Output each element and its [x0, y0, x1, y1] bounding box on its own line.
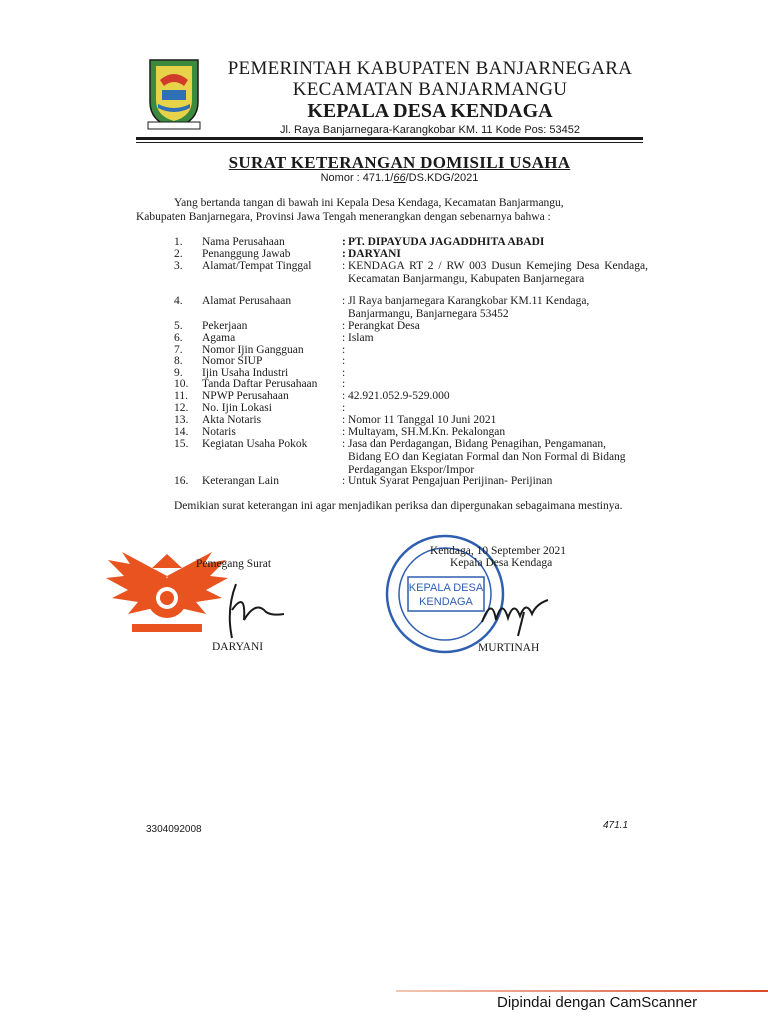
letterhead-address: Jl. Raya Banjarnegara-Karangkobar KM. 11 Kode Pos: 53452: [279, 124, 581, 136]
row-label: Kegiatan Usaha Pokok: [202, 438, 308, 450]
row-number: 2.: [174, 248, 183, 260]
row-number: 14.: [174, 426, 189, 438]
row-label: Alamat Perusahaan: [202, 295, 292, 307]
row-value: PT. DIPAYUDA JAGADDHITA ABADI: [348, 236, 545, 248]
row-label: Ijin Usaha Industri: [202, 367, 289, 379]
place-date: Kendaga, 10 September 2021: [430, 545, 567, 557]
row-number: 10.: [174, 378, 189, 390]
row-label: Notaris: [202, 426, 236, 438]
row-number: 13.: [174, 414, 189, 426]
letterhead-village-head: KEPALA DESA KENDAGA: [307, 100, 553, 122]
scanner-divider: [396, 990, 768, 992]
row-label: Tanda Daftar Perusahaan: [202, 378, 318, 390]
row-number: 4.: [174, 295, 183, 307]
document-title: SURAT KETERANGAN DOMISILI USAHA: [228, 153, 571, 172]
row-label: Alamat/Tempat Tinggal: [202, 260, 312, 272]
row-value: Islam: [348, 332, 374, 344]
row-number: 3.: [174, 260, 183, 272]
scanner-watermark: Dipindai dengan CamScanner: [497, 994, 698, 1011]
row-number: 11.: [174, 390, 188, 402]
row-colon: :: [342, 344, 346, 356]
row-colon: :: [342, 390, 346, 402]
footer-code-left: 3304092008: [146, 824, 202, 835]
row-colon: :: [342, 332, 346, 344]
row-label: Nomor SIUP: [202, 355, 263, 367]
row-colon: :: [342, 402, 346, 414]
row-number: 1.: [174, 236, 183, 248]
letterhead-rule-thin: [136, 142, 643, 143]
row-colon: :: [342, 414, 346, 426]
row-number: 7.: [174, 344, 183, 356]
row-value: Perangkat Desa: [348, 320, 420, 332]
row-number: 15.: [174, 438, 189, 450]
letterhead: [210, 58, 650, 138]
row-value: Jl Raya banjarnegara Karangkobar KM.11 Kendaga, Banjarmangu, Banjarnegara 53452: [348, 295, 590, 320]
row-value: 42.921.052.9-529.000: [348, 390, 450, 402]
row-number: 6.: [174, 332, 183, 344]
document-number-suffix: /DS.KDG/2021: [405, 172, 479, 184]
row-value: DARYANI: [348, 248, 401, 260]
row-colon: :: [342, 367, 346, 379]
official-name: MURTINAH: [478, 642, 540, 654]
document-number-handwritten: 66: [393, 172, 406, 184]
row-number: 5.: [174, 320, 183, 332]
row-number: 8.: [174, 355, 183, 367]
row-number: 12.: [174, 402, 189, 414]
row-label: Akta Notaris: [202, 414, 262, 426]
row-label: Keterangan Lain: [202, 475, 279, 487]
official-title: Kepala Desa Kendaga: [450, 557, 553, 569]
official-signature-icon: [478, 592, 552, 640]
row-value: Untuk Syarat Pengajuan Perijinan- Perijinan: [348, 475, 553, 487]
closing-paragraph: Demikian surat keterangan ini agar menjadikan periksa dan dipergunakan sebagaimana mestinya.: [174, 500, 623, 512]
row-label: No. Ijin Lokasi: [202, 402, 272, 414]
row-number: 9.: [174, 367, 183, 379]
row-number: 16.: [174, 475, 189, 487]
row-label: Penanggung Jawab: [202, 248, 291, 260]
stamp-text-line2: KENDAGA: [419, 596, 473, 608]
intro-line-1: Yang bertanda tangan di bawah ini Kepala Desa Kendaga, Kecamatan Banjarmangu,: [174, 197, 564, 209]
row-value: KENDAGA RT 2 / RW 003 Dusun Kemejing Desa Kendaga, Kecamatan Banjarmangu, Kabupaten Banjarnegara: [348, 260, 648, 285]
row-value: Jasa dan Perdagangan, Bidang Penagihan, Pengamanan, Bidang EO dan Kegiatan Formal dan Non Formal di Bidang Perdagangan Ekspor/Impor: [348, 438, 626, 476]
holder-signature-icon: [206, 580, 286, 640]
intro-paragraph: [136, 196, 642, 224]
row-value: Multayam, SH.M.Kn. Pekalongan: [348, 426, 506, 438]
intro-line-2: Kabupaten Banjarnegara, Provinsi Jawa Tengah menerangkan dengan sebenarnya bahwa :: [136, 211, 551, 223]
row-colon: :: [342, 295, 346, 307]
row-label: Agama: [202, 332, 236, 344]
document-number-prefix: Nomor : 471.1/: [320, 172, 394, 184]
row-colon: :: [342, 355, 346, 367]
row-label: NPWP Perusahaan: [202, 390, 289, 402]
row-colon: :: [342, 378, 346, 390]
row-colon: :: [342, 248, 346, 260]
stamp-text-line1: KEPALA DESA: [408, 582, 484, 594]
letterhead-government: PEMERINTAH KABUPATEN BANJARNEGARA: [227, 58, 633, 79]
row-colon: :: [342, 320, 346, 332]
holder-title: Pemegang Surat: [196, 558, 272, 570]
holder-name: DARYANI: [212, 641, 264, 653]
footer-code-right: 471.1: [603, 820, 629, 831]
row-colon: :: [342, 426, 346, 438]
row-label: Nama Perusahaan: [202, 236, 285, 248]
row-colon: :: [342, 438, 346, 450]
row-value: Nomor 11 Tanggal 10 Juni 2021: [348, 414, 497, 426]
row-label: Pekerjaan: [202, 320, 248, 332]
row-label: Nomor Ijin Gangguan: [202, 344, 304, 356]
letterhead-district: KECAMATAN BANJARMANGU: [292, 79, 568, 100]
letterhead-rule-thick: [136, 137, 643, 140]
regency-logo-icon: [144, 56, 204, 132]
row-colon: :: [342, 475, 346, 487]
row-colon: :: [342, 236, 346, 248]
row-colon: :: [342, 260, 346, 272]
document-number: [136, 172, 663, 184]
